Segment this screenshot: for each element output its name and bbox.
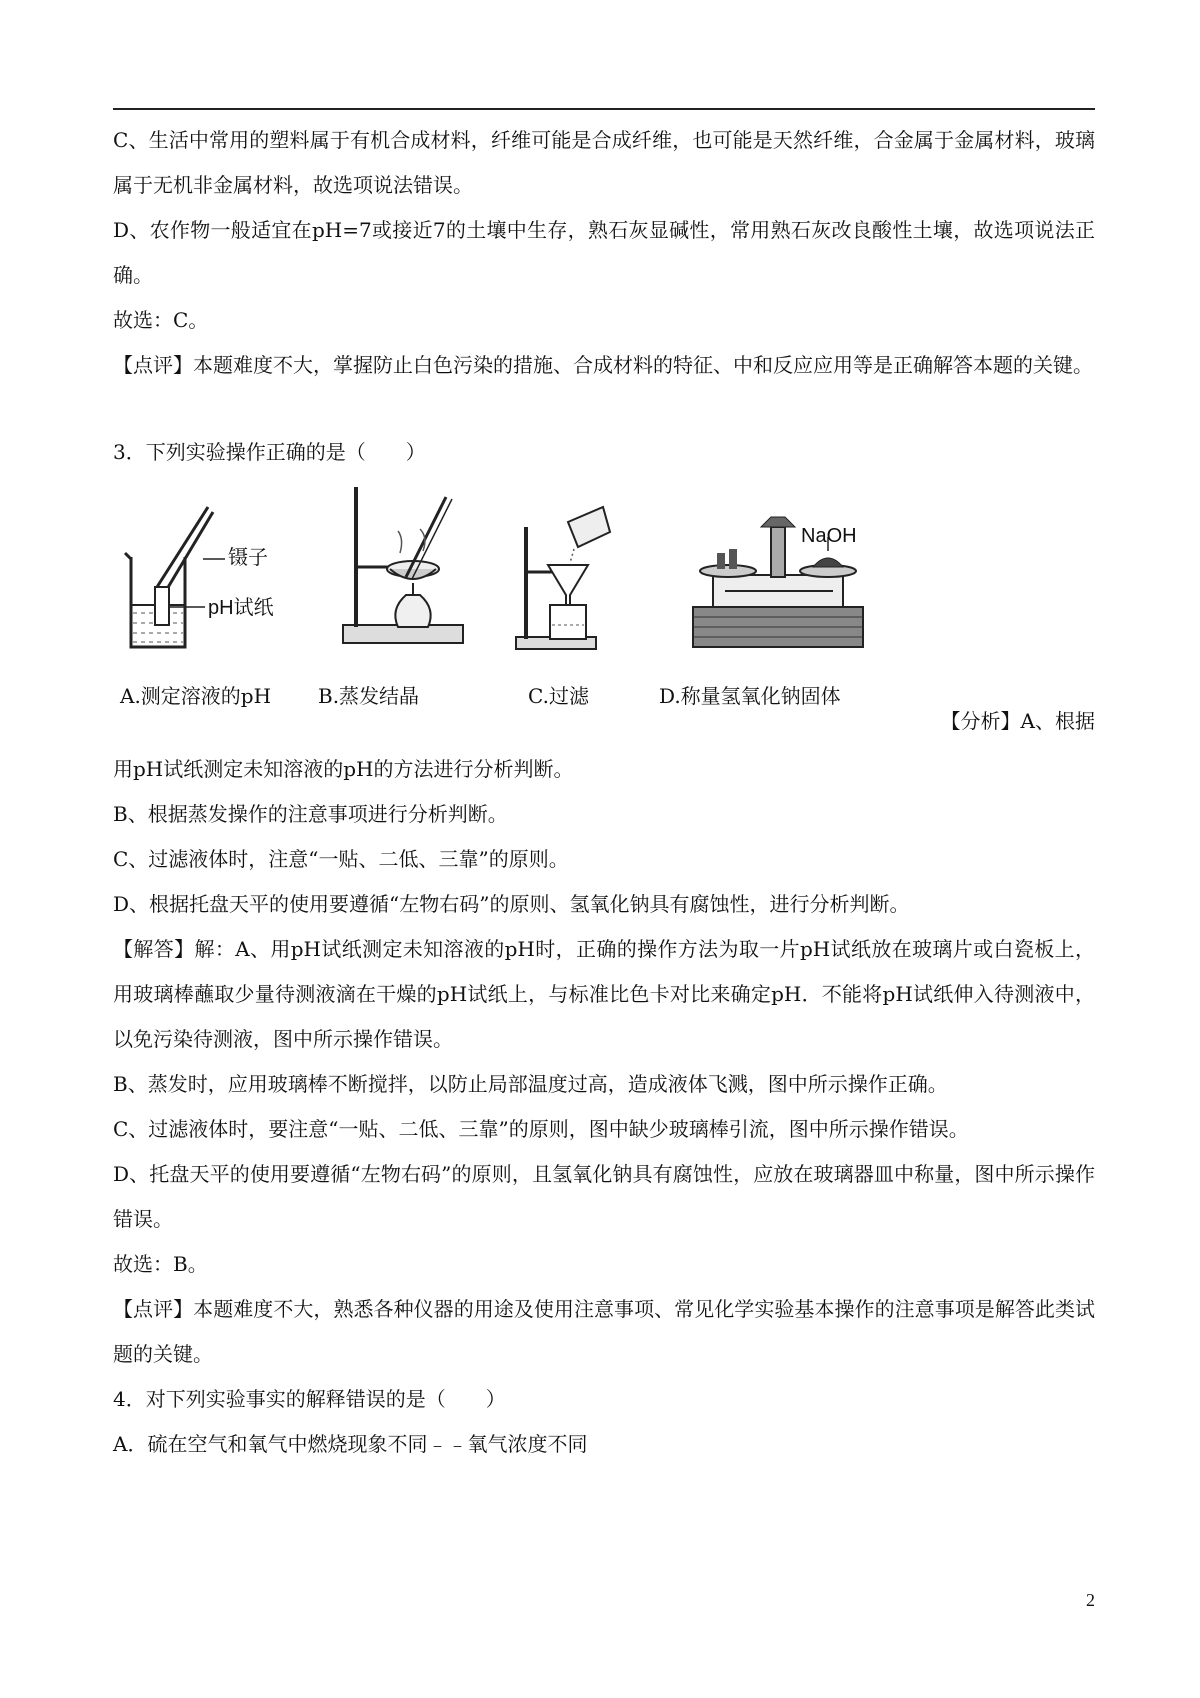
solution-d: D、托盘天平的使用要遵循“左物右码”的原则，且氢氧化钠具有腐蚀性，应放在玻璃器皿中称量，图中所示操作错误。 bbox=[113, 1162, 1095, 1231]
solution-a: 【解答】解：A、用pH试纸测定未知溶液的pH时，正确的操作方法为取一片pH试纸放在玻璃片或白瓷板上，用玻璃棒蘸取少量待测液滴在干燥的pH试纸上，与标准比色卡对比来确定pH．不能将pH试纸伸入待测液中，以免污染待测液，图中所示操作错误。 bbox=[113, 937, 1095, 1051]
analysis-b: B、根据蒸发操作的注意事项进行分析判断。 bbox=[113, 802, 508, 826]
caption-a: A.测定溶液的pH bbox=[120, 684, 272, 708]
caption-b: B.蒸发结晶 bbox=[318, 684, 420, 708]
analysis-a: 用pH试纸测定未知溶液的pH的方法进行分析判断。 bbox=[113, 757, 574, 781]
comment-paragraph-2: 【点评】本题难度不大，熟悉各种仪器的用途及使用注意事项、常见化学实验基本操作的注意事项是解答此类试题的关键。 bbox=[113, 1297, 1095, 1366]
figure-ph-test bbox=[113, 487, 303, 662]
paragraph-option-d: D、农作物一般适宜在pH=7或接近7的土壤中生存，熟石灰显碱性，常用熟石灰改良酸性土壤，故选项说法正确。 bbox=[113, 218, 1095, 287]
question-3: 3．下列实验操作正确的是（ ） bbox=[113, 440, 426, 464]
analysis-heading: 【分析】A、根据 bbox=[940, 709, 1095, 733]
label-ph-paper: pH试纸 bbox=[208, 597, 274, 619]
comment-paragraph: 【点评】本题难度不大，掌握防止白色污染的措施、合成材料的特征、中和反应应用等是正确解答本题的关键。 bbox=[113, 353, 1093, 377]
question-4: 4．对下列实验事实的解释错误的是（ ） bbox=[113, 1387, 506, 1411]
solution-b: B、蒸发时，应用玻璃棒不断搅拌，以防止局部温度过高，造成液体飞溅，图中所示操作正确。 bbox=[113, 1072, 948, 1096]
label-naoh: NaOH bbox=[801, 525, 857, 547]
answer-line-2: 故选：B。 bbox=[113, 1252, 208, 1276]
page-number: 2 bbox=[1086, 1590, 1095, 1610]
answer-line: 故选：C。 bbox=[113, 308, 209, 332]
solution-c: C、过滤液体时，要注意“一贴、二低、三靠”的原则，图中缺少玻璃棒引流，图中所示操作错误。 bbox=[113, 1117, 969, 1141]
document-body bbox=[113, 118, 1095, 1467]
figure-evaporation bbox=[328, 487, 478, 662]
figure-row bbox=[113, 487, 1095, 747]
paragraph-option-c: C、生活中常用的塑料属于有机合成材料，纤维可能是合成纤维，也可能是天然纤维，合金属于金属材料，玻璃属于无机非金属材料，故选项说法错误。 bbox=[113, 128, 1095, 197]
header-rule bbox=[113, 108, 1095, 110]
caption-d: D.称量氢氧化钠固体 bbox=[659, 684, 841, 708]
label-tweezers: 镊子 bbox=[228, 547, 268, 569]
figure-balance bbox=[673, 487, 873, 662]
analysis-c: C、过滤液体时，注意“一贴、二低、三靠”的原则。 bbox=[113, 847, 569, 871]
analysis-d: D、根据托盘天平的使用要遵循“左物右码”的原则、氢氧化钠具有腐蚀性，进行分析判断。 bbox=[113, 892, 910, 916]
question-4-option-a: A．硫在空气和氧气中燃烧现象不同﹣﹣氧气浓度不同 bbox=[113, 1432, 588, 1456]
caption-c: C.过滤 bbox=[528, 684, 589, 708]
figure-filtration bbox=[508, 487, 648, 662]
